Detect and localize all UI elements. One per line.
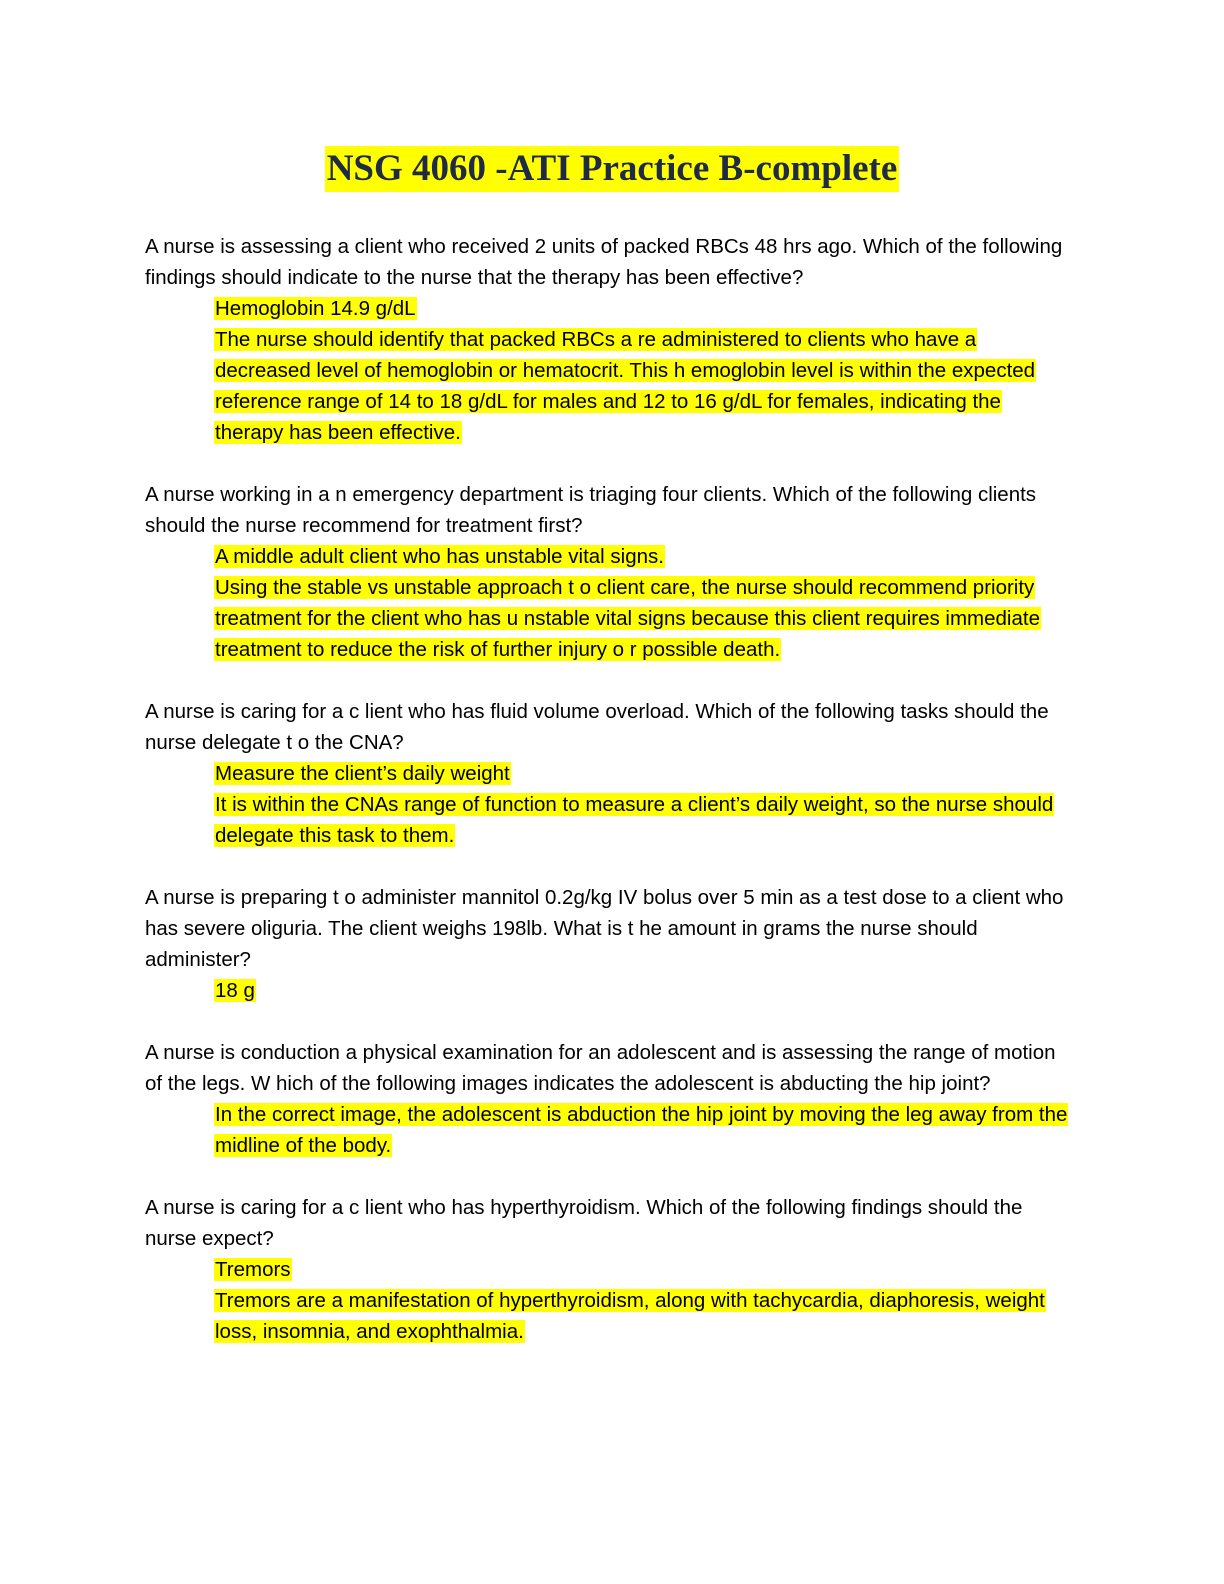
answer-block	[214, 1254, 1075, 1347]
answer-block	[214, 758, 1075, 851]
rationale-text: Tremors are a manifestation of hyperthyroidism, along with tachycardia, diaphoresis, weight loss, insomnia, and exophthalmia.	[215, 1289, 1045, 1343]
qa-item-5	[145, 1037, 1075, 1161]
qa-item-2	[145, 479, 1075, 665]
question-text: A nurse is conduction a physical examination for an adolescent and is assessing the range of motion of the legs. W hich of the following images indicates the adolescent is abducting the hip joint?	[145, 1041, 1056, 1095]
answer-block	[214, 1099, 1075, 1161]
answer-block	[214, 541, 1075, 665]
question-text: A nurse is preparing t o administer mannitol 0.2g/kg IV bolus over 5 min as a test dose to a client who has severe oliguria. The client weighs 198lb. What is t he amount in grams the nurse should administer?	[145, 886, 1064, 971]
rationale-text: The nurse should identify that packed RBCs a re administered to clients who have a decreased level of hemoglobin or hematocrit. This h emoglobin level is within the expected reference range of 14 to 18 g/dL for males and 12 to 16 g/dL for females, indicating the therapy has been effective.	[215, 328, 1036, 444]
question-text: A nurse is caring for a c lient who has hyperthyroidism. Which of the following findings should the nurse expect?	[145, 1196, 1023, 1250]
answer-text: 18 g	[215, 979, 255, 1002]
qa-item-1	[145, 231, 1075, 448]
rationale-text: Using the stable vs unstable approach t o client care, the nurse should recommend priority treatment for the client who has u nstable vital signs because this client requires immediate treatment to reduce the risk of further injury o r possible death.	[215, 576, 1040, 661]
title-wrap	[0, 146, 1224, 192]
answer-text: A middle adult client who has unstable vital signs.	[215, 545, 664, 568]
qa-item-3	[145, 696, 1075, 851]
question-text: A nurse is caring for a c lient who has fluid volume overload. Which of the following tasks should the nurse delegate t o the CNA?	[145, 700, 1049, 754]
rationale-text: In the correct image, the adolescent is abduction the hip joint by moving the leg away from the midline of the body.	[215, 1103, 1068, 1157]
answer-text: Tremors	[215, 1258, 291, 1281]
answer-block	[214, 293, 1075, 448]
answer-block	[214, 975, 1075, 1006]
qa-item-6	[145, 1192, 1075, 1347]
page-title: NSG 4060 -ATI Practice B-complete	[325, 146, 900, 192]
answer-text: Measure the client’s daily weight	[215, 762, 510, 785]
qa-item-4	[145, 882, 1075, 1006]
answer-text: Hemoglobin 14.9 g/dL	[215, 297, 416, 320]
question-text: A nurse working in a n emergency department is triaging four clients. Which of the following clients should the nurse recommend for treatment first?	[145, 483, 1037, 537]
rationale-text: It is within the CNAs range of function to measure a client’s daily weight, so the nurse should delegate this task to them.	[215, 793, 1054, 847]
document-body	[145, 231, 1075, 1378]
question-text: A nurse is assessing a client who received 2 units of packed RBCs 48 hrs ago. Which of the following findings should indicate to the nurse that the therapy has been effective?	[145, 235, 1063, 289]
